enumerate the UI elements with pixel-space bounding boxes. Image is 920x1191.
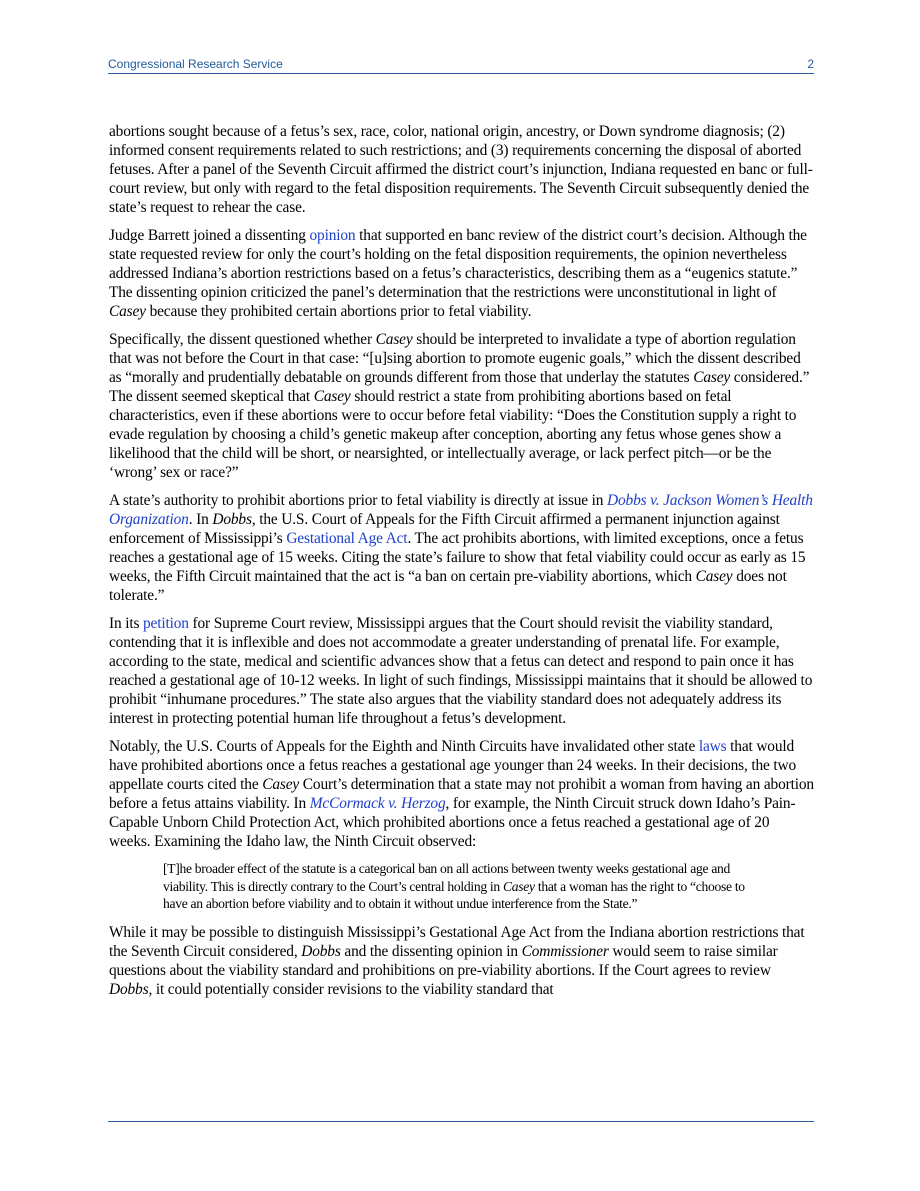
page-number: 2 <box>807 57 814 71</box>
page-header <box>108 56 814 74</box>
paragraph-4: A state’s authority to prohibit abortions prior to fetal viability is directly at issue in Dobbs v. Jackson Women’s Health Organization. In Dobbs, the U.S. Court of Appeals for the Fifth Circuit affirmed a permanent injunction against enforcement of Mississippi’s Gestational Age Act. The act prohibits abortions, with limited exceptions, once a fetus reaches a gestational age of 15 weeks. Citing the state’s failure to show that fetal viability could occur as early as 15 weeks, the Fifth Circuit maintained that the act is “a ban on certain pre-viability abortions, which Casey does not tolerate.” <box>109 492 813 604</box>
gestational-age-act-link[interactable]: Gestational Age Act <box>286 530 408 547</box>
block-quote: [T]he broader effect of the statute is a categorical ban on all actions between twenty weeks gestational age and viability. This is directly contrary to the Court’s central holding in Casey that a woman has the right to “choose to have an abortion before viability and to obtain it without undue interference from the State.” <box>163 861 745 911</box>
document-body <box>109 122 814 1008</box>
paragraph-2: Judge Barrett joined a dissenting opinion that supported en banc review of the district court’s decision. Although the state requested review for only the court’s holding on the fetal disposition requirements, the opinion nevertheless addressed Indiana’s abortion restrictions based on a fetus’s characteristics, describing them as a “eugenics statute.” The dissenting opinion criticized the panel’s determination that the restrictions were unconstitutional in light of Casey because they prohibited certain abortions prior to fetal viability. <box>109 227 807 320</box>
paragraph-1: abortions sought because of a fetus’s sex, race, color, national origin, ancestry, or Down syndrome diagnosis; (2) informed consent requirements related to such restrictions; and (3) requirements concerning the disposal of aborted fetuses. After a panel of the Seventh Circuit affirmed the district court’s injunction, Indiana requested en banc or full-court review, but only with regard to the fetal disposition requirements. The Seventh Circuit subsequently denied the state’s request to rehear the case. <box>109 123 813 216</box>
petition-link[interactable]: petition <box>143 615 189 632</box>
paragraph-6: Notably, the U.S. Courts of Appeals for the Eighth and Ninth Circuits have invalidated other state laws that would have prohibited abortions once a fetus reaches a gestational age younger than 24 weeks. In their decisions, the two appellate courts cited the Casey Court’s determination that a state may not prohibit a woman from having an abortion before a fetus attains viability. In McCormack v. Herzog, for example, the Ninth Circuit struck down Idaho’s Pain-Capable Unborn Child Protection Act, which prohibited abortions once a fetus reached a gestational age of 20 weeks. Examining the Idaho law, the Ninth Circuit observed: <box>109 738 814 850</box>
dobbs-case-link[interactable]: Dobbs v. Jackson Women’s Health Organization <box>109 492 813 528</box>
footer-rule <box>108 1121 814 1122</box>
header-rule <box>108 73 814 74</box>
laws-link[interactable]: laws <box>698 738 727 755</box>
opinion-link[interactable]: opinion <box>309 227 356 244</box>
mccormack-case-link[interactable]: McCormack v. Herzog <box>309 795 446 812</box>
paragraph-7: While it may be possible to distinguish Mississippi’s Gestational Age Act from the Indiana abortion restrictions that the Seventh Circuit considered, Dobbs and the dissenting opinion in Commissioner would seem to raise similar questions about the viability standard and prohibitions on pre-viability abortions. If the Court agrees to review Dobbs, it could potentially consider revisions to the viability standard that <box>109 923 805 998</box>
publisher-name: Congressional Research Service <box>108 57 283 71</box>
paragraph-5: In its petition for Supreme Court review, Mississippi argues that the Court should revisit the viability standard, contending that it is inflexible and does not accommodate a greater understanding of prenatal life. For example, according to the state, medical and scientific advances show that a fetus can detect and respond to pain once it has reached a gestational age of 10-12 weeks. In light of such findings, Mississippi maintains that it should be allowed to prohibit “inhumane procedures.” The state also argues that the viability standard does not adequately address its interest in protecting potential human life throughout a fetus’s development. <box>109 615 813 727</box>
paragraph-3: Specifically, the dissent questioned whether Casey should be interpreted to invalidate a type of abortion regulation that was not before the Court in that case: “[u]sing abortion to promote eugenic goals,” which the dissent described as “morally and prudentially debatable on grounds different from those that underlay the statutes Casey considered.” The dissent seemed skeptical that Casey should restrict a state from prohibiting abortions based on fetal characteristics, even if these abortions were to occur before fetal viability: “Does the Constitution supply a right to evade regulation by choosing a child’s genetic makeup after conception, aborting any fetus whose genes show a likelihood that the child will be short, or nearsighted, or intellectually average, or lack perfect pitch—or be the ‘wrong’ sex or race?” <box>109 331 810 481</box>
